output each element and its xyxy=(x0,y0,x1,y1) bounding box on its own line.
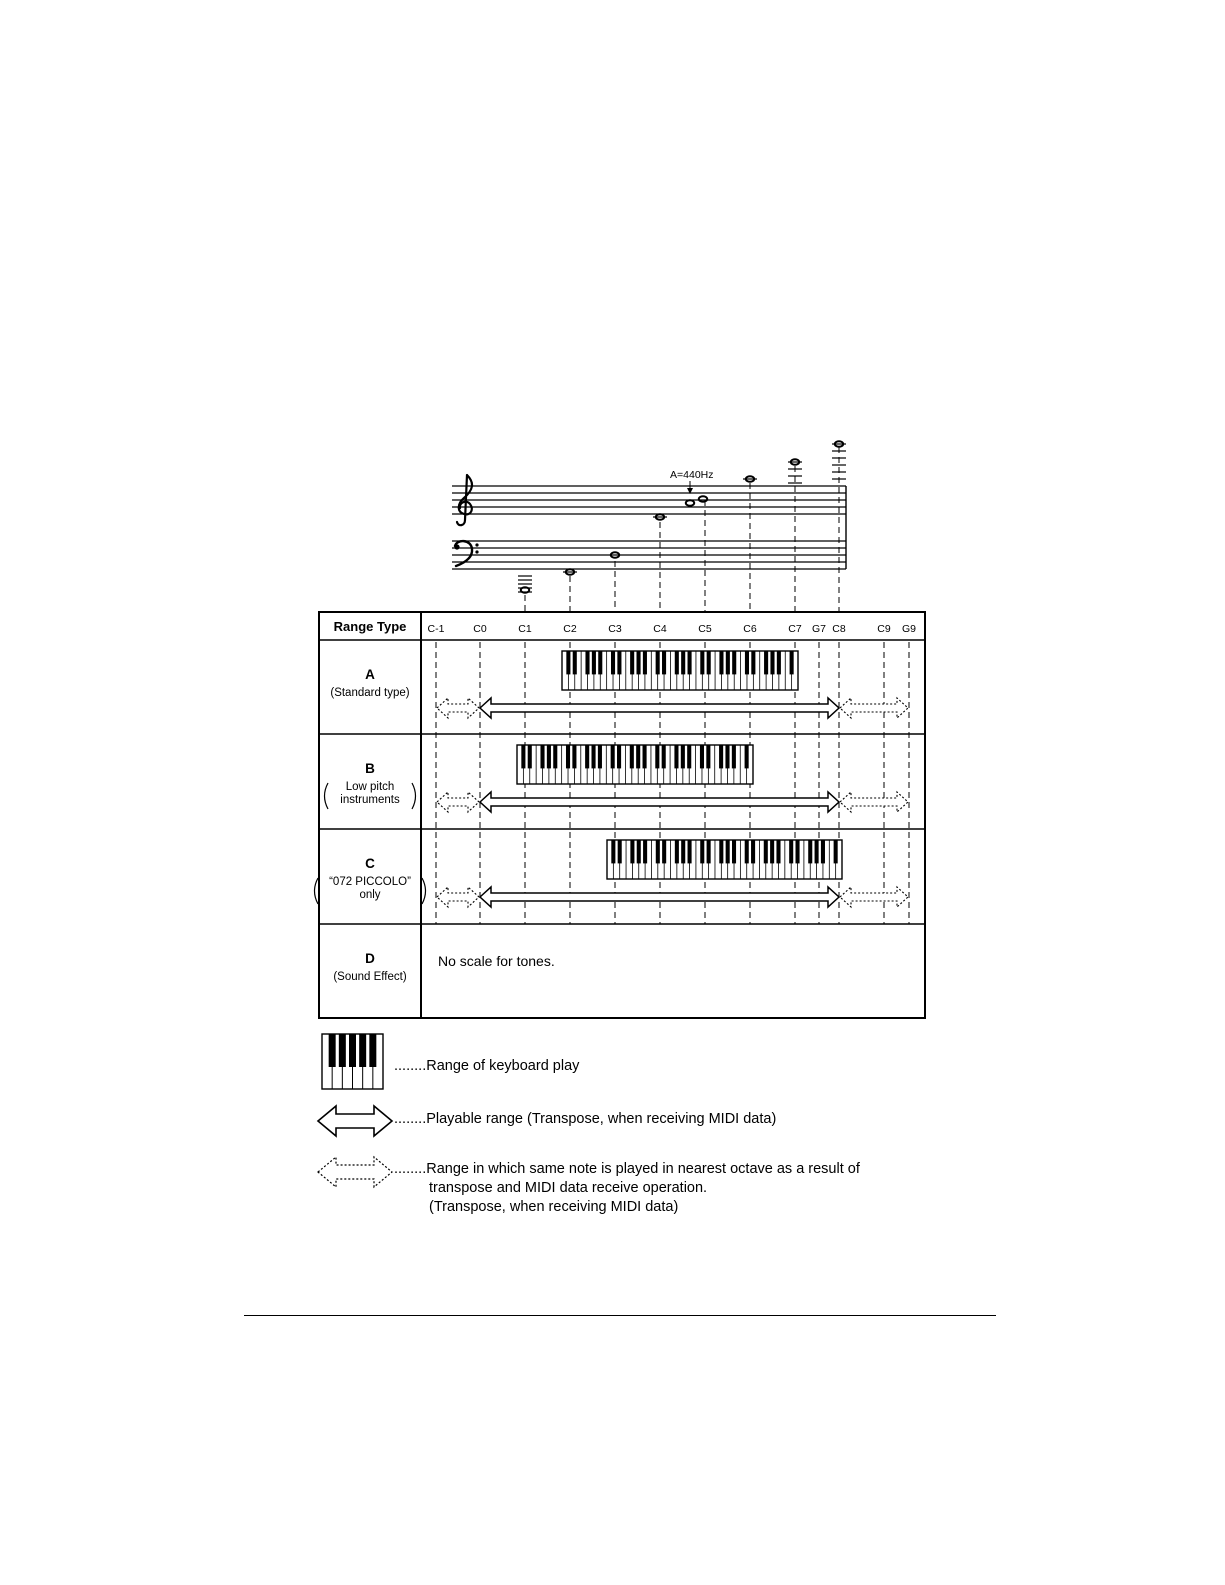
octave-arrow-row-c-2 xyxy=(840,887,908,907)
legend-octave-label-2: transpose and MIDI data receive operation. xyxy=(429,1180,708,1196)
note-C5 xyxy=(699,496,707,502)
row-b-desc-1: Low pitch xyxy=(345,781,395,793)
row-c-desc-1: “072 PICCOLO” xyxy=(329,876,411,888)
legend-octave-label-1: ........Range in which same note is played in nearest octave as a result of xyxy=(394,1161,860,1177)
note-label-C8: C8 xyxy=(832,623,846,635)
note-label-C4: C4 xyxy=(653,623,667,635)
row-b-desc-2: instruments xyxy=(340,794,400,806)
octave-arrow-row-b-1 xyxy=(437,792,479,812)
note-label-C-1: C-1 xyxy=(427,623,445,635)
legend xyxy=(318,1034,392,1187)
sound-effect-note: No scale for tones. xyxy=(438,953,555,969)
note-label-C5: C5 xyxy=(698,623,712,635)
row-labels xyxy=(315,667,426,983)
note-label-C9: C9 xyxy=(877,623,891,635)
note-label-G9: G9 xyxy=(901,623,917,635)
row-d-letter: D xyxy=(365,951,375,966)
row-c-desc-2: only xyxy=(359,889,381,901)
footer-rule xyxy=(244,1315,996,1316)
musical-staff xyxy=(452,441,846,593)
row-b-letter: B xyxy=(365,761,375,776)
legend-playable-label: ........Playable range (Transpose, when receiving MIDI data) xyxy=(394,1111,777,1127)
octave-arrow-row-a-1 xyxy=(437,698,479,718)
note-column-labels xyxy=(428,623,917,635)
range-table xyxy=(315,612,926,1018)
legend-playable-arrow-icon xyxy=(318,1106,392,1136)
keyboards xyxy=(517,651,842,879)
note-label-C7: C7 xyxy=(788,623,802,635)
legend-keyboard-label: ........Range of keyboard play xyxy=(394,1058,580,1074)
note-label-C6: C6 xyxy=(743,623,757,635)
note-label-C0: C0 xyxy=(473,623,487,635)
note-label-C2: C2 xyxy=(563,623,577,635)
keyboard-row-a xyxy=(562,651,798,690)
legend-keyboard-icon xyxy=(322,1034,383,1089)
keyboard-row-c xyxy=(607,840,842,879)
octave-arrow-row-b-2 xyxy=(840,792,908,812)
octave-arrow-row-c-1 xyxy=(437,887,479,907)
row-c-letter: C xyxy=(365,856,375,871)
row-a-desc-1: (Standard type) xyxy=(330,687,410,699)
bass-staff-lines xyxy=(452,541,846,569)
a440-arrow-icon xyxy=(687,481,693,494)
note-label-C3: C3 xyxy=(608,623,622,635)
legend-octave-label-3: (Transpose, when receiving MIDI data) xyxy=(429,1199,679,1215)
octave-arrow-row-a-2 xyxy=(840,698,908,718)
treble-staff-lines xyxy=(452,486,846,514)
legend-octave-arrow-icon xyxy=(318,1157,392,1187)
note-label-G7: G7 xyxy=(811,623,827,635)
row-a-letter: A xyxy=(365,667,375,682)
range-type-header: Range Type xyxy=(333,619,407,634)
note-label-C1: C1 xyxy=(518,623,532,635)
keyboard-row-b xyxy=(517,745,753,784)
note-A4 xyxy=(686,500,694,506)
a440-label: A=440Hz xyxy=(670,469,714,481)
note-C1 xyxy=(521,587,529,593)
row-d-desc-1: (Sound Effect) xyxy=(333,971,407,983)
